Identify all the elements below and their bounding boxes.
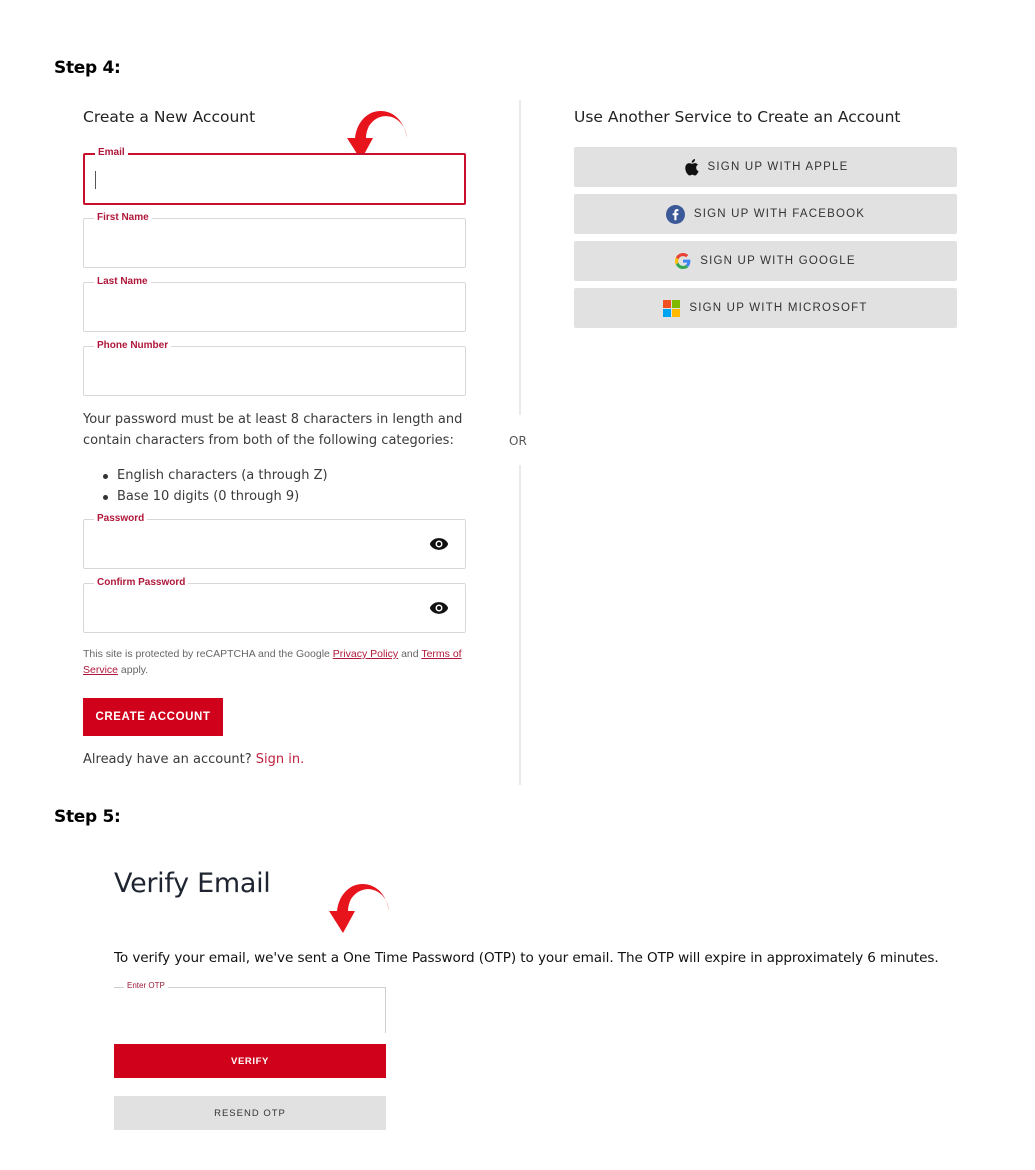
verify-email-title: Verify Email [114, 868, 271, 899]
requirement-item: Base 10 digits (0 through 9) [83, 486, 328, 507]
password-requirements-line-2: contain characters from both of the following categories: [83, 433, 454, 448]
password-field[interactable] [83, 513, 466, 569]
requirement-item: English characters (a through Z) [83, 465, 328, 486]
or-separator: OR [509, 434, 527, 448]
password-requirements-text [83, 409, 462, 451]
sign-up-facebook-button[interactable] [574, 194, 957, 234]
sign-up-apple-button[interactable] [574, 147, 957, 187]
recaptcha-text-suffix: apply. [118, 664, 149, 676]
sign-up-google-label: SIGN UP WITH GOOGLE [700, 255, 856, 267]
sign-up-apple-label: SIGN UP WITH APPLE [707, 161, 849, 173]
verify-button[interactable]: VERIFY [114, 1044, 386, 1078]
annotation-arrow-icon [325, 881, 395, 937]
facebook-icon [666, 205, 685, 224]
confirm-password-field[interactable] [83, 577, 466, 633]
show-password-eye-icon[interactable] [429, 537, 449, 551]
vertical-divider-bottom [519, 465, 521, 785]
sign-up-facebook-label: SIGN UP WITH FACEBOOK [693, 208, 866, 220]
step-5-label: Step 5: [54, 807, 121, 827]
phone-number-field[interactable] [83, 340, 466, 396]
last-name-field-label: Last Name [94, 276, 151, 288]
password-requirements-line-1: Your password must be at least 8 characters in length and [83, 412, 463, 427]
create-account-button[interactable]: CREATE ACCOUNT [83, 698, 223, 736]
recaptcha-notice [83, 646, 468, 678]
microsoft-icon [663, 300, 680, 317]
email-field-label: Email [95, 147, 128, 159]
first-name-field[interactable] [83, 212, 466, 268]
resend-otp-button[interactable]: RESEND OTP [114, 1096, 386, 1130]
other-service-heading: Use Another Service to Create an Account [574, 108, 901, 126]
sign-up-microsoft-button[interactable] [574, 288, 957, 328]
email-field[interactable] [83, 147, 466, 205]
privacy-policy-link[interactable]: Privacy Policy [332, 648, 399, 660]
otp-field-label: Enter OTP [124, 981, 168, 990]
signin-prompt-text: Already have an account? [83, 752, 256, 767]
last-name-field[interactable] [83, 276, 466, 332]
show-confirm-password-eye-icon[interactable] [429, 601, 449, 615]
recaptcha-text-prefix: This site is protected by reCAPTCHA and the Google [83, 648, 333, 660]
step-4-label: Step 4: [54, 58, 121, 78]
sign-in-link[interactable]: Sign in. [255, 752, 305, 767]
password-requirements-list [83, 465, 328, 507]
terms-of-service-link[interactable]: Terms of Service [83, 648, 462, 676]
sign-up-google-button[interactable] [574, 241, 957, 281]
sign-up-microsoft-label: SIGN UP WITH MICROSOFT [689, 302, 868, 314]
signin-prompt [83, 752, 304, 767]
google-icon [675, 253, 691, 269]
vertical-divider-top [519, 100, 521, 415]
password-field-label: Password [94, 513, 147, 525]
confirm-password-field-label: Confirm Password [94, 577, 188, 589]
create-account-heading: Create a New Account [83, 108, 256, 126]
phone-number-field-label: Phone Number [94, 340, 171, 352]
text-caret [95, 171, 96, 189]
first-name-field-label: First Name [94, 212, 152, 224]
otp-input[interactable] [114, 981, 386, 1033]
recaptcha-text-and: and [398, 648, 422, 660]
apple-icon [683, 158, 699, 176]
verify-email-message: To verify your email, we've sent a One Time Password (OTP) to your email. The OTP will expire in approximately 6 minutes. [114, 950, 939, 966]
